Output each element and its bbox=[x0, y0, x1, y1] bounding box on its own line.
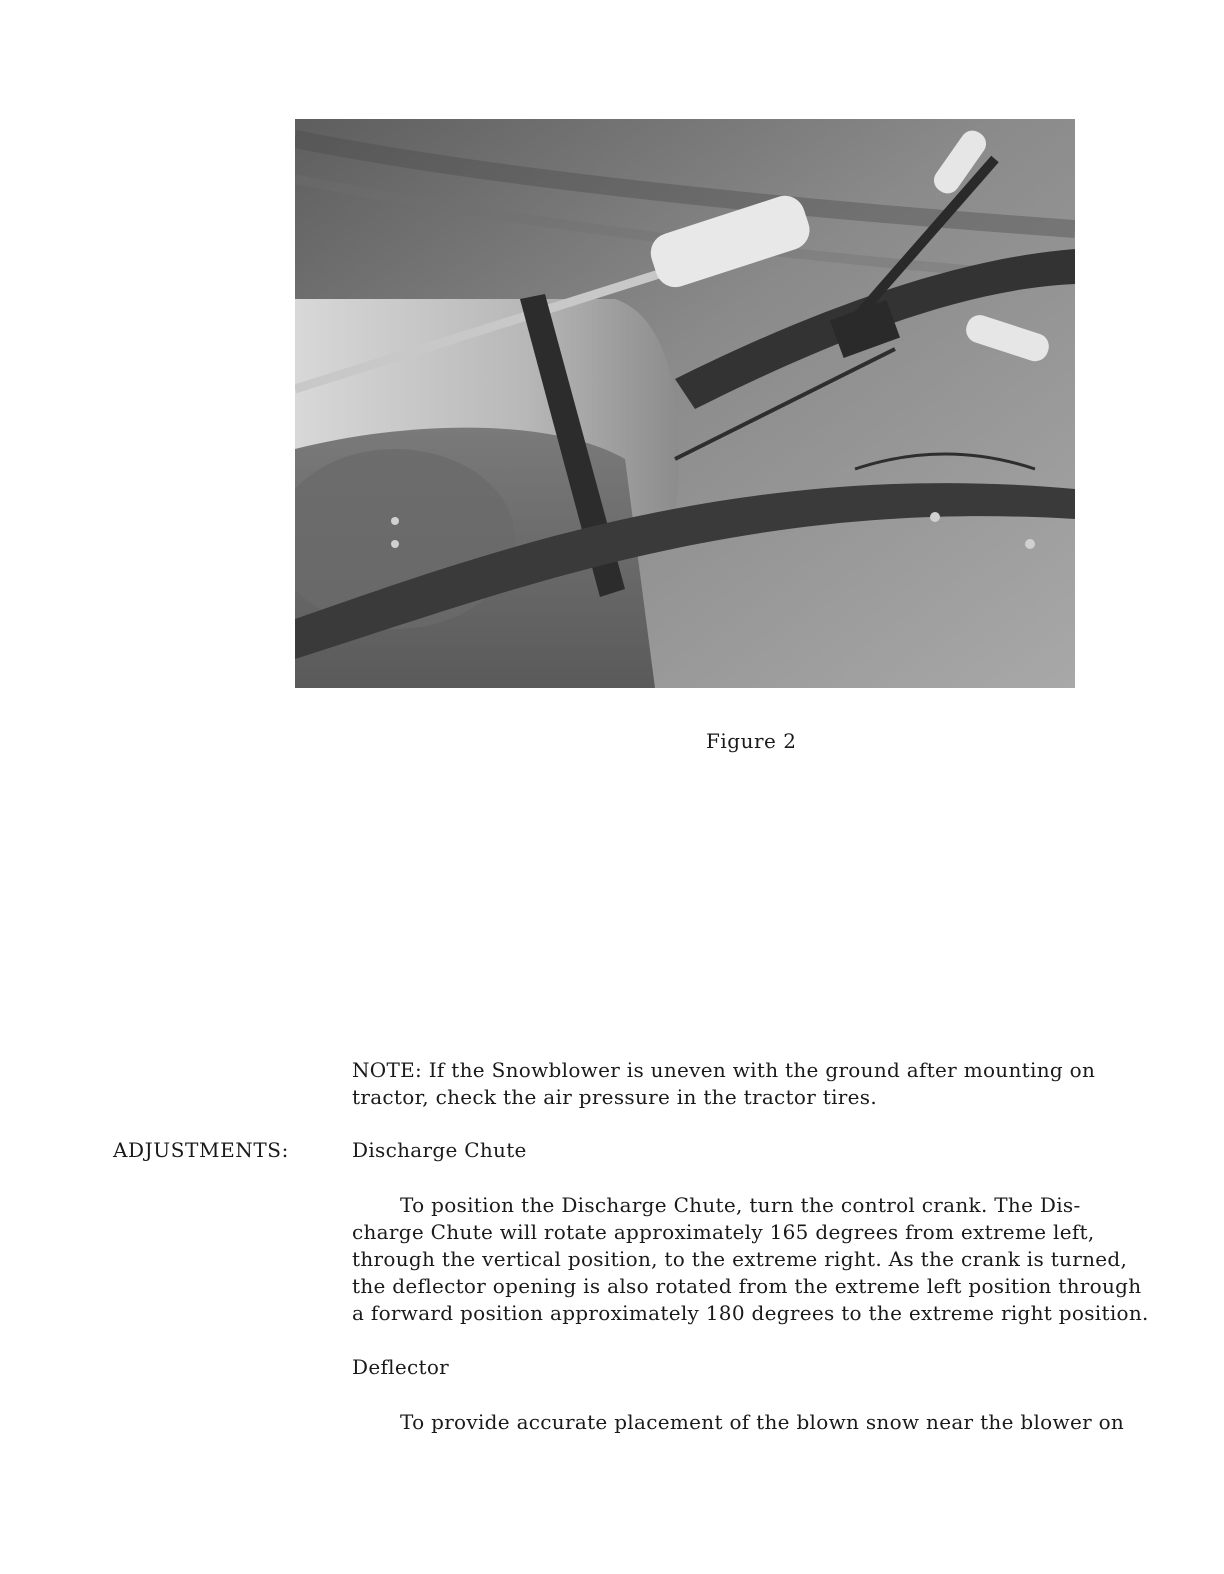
discharge-chute-paragraph bbox=[352, 1192, 1149, 1327]
paragraph-line: the deflector opening is also rotated from the extreme left position through bbox=[352, 1274, 1142, 1298]
paragraph-line: charge Chute will rotate approximately 165 degrees from extreme left, bbox=[352, 1220, 1095, 1244]
deflector-paragraph bbox=[352, 1409, 1124, 1436]
paragraph-line: To position the Discharge Chute, turn the control crank. The Dis- bbox=[400, 1193, 1081, 1217]
figure-2-photo bbox=[295, 119, 1075, 688]
note-line: NOTE: If the Snowblower is uneven with the ground after mounting on bbox=[352, 1058, 1096, 1082]
snowblower-handle-photo bbox=[295, 119, 1075, 688]
discharge-chute-heading: Discharge Chute bbox=[352, 1138, 527, 1162]
note-paragraph bbox=[352, 1057, 1095, 1111]
deflector-heading: Deflector bbox=[352, 1355, 450, 1379]
note-line: tractor, check the air pressure in the tractor tires. bbox=[352, 1085, 878, 1109]
adjustments-heading: ADJUSTMENTS: bbox=[113, 1138, 289, 1162]
figure-caption: Figure 2 bbox=[706, 729, 797, 753]
paragraph-line: To provide accurate placement of the blown snow near the blower on bbox=[400, 1410, 1125, 1434]
paragraph-line: a forward position approximately 180 degrees to the extreme right position. bbox=[352, 1301, 1149, 1325]
paragraph-line: through the vertical position, to the extreme right. As the crank is turned, bbox=[352, 1247, 1128, 1271]
